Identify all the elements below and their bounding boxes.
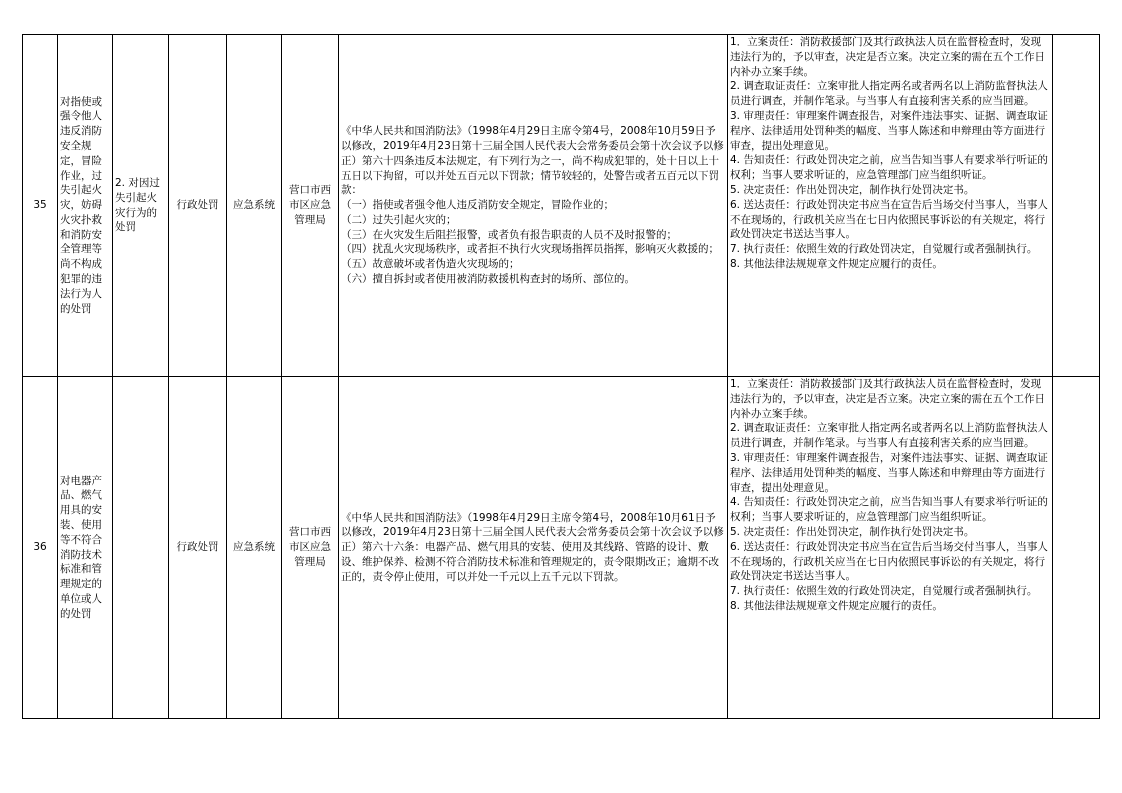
duty-item: 2. 调查取证责任：立案审批人指定两名或者两名以上消防监督执法人员进行调查，并制作笔录。与当事人有直接利害关系的应当回避。 (730, 422, 1048, 450)
implementing-agency: 营口市西市区应急管理局 (282, 35, 339, 377)
duty-item: 6. 送达责任：行政处罚决定书应当在宣告后当场交付当事人，当事人不在现场的，行政机关应当在七日内依照民事诉讼的有关规定，将行政处罚决定书送达当事人。 (730, 540, 1048, 583)
basis-line: （三）在火灾发生后阻拦报警，或者负有报告职责的人员不及时报警的； (341, 228, 677, 241)
duty-item: 7. 执行责任：依照生效的行政处罚决定，自觉履行或者强制执行。 (730, 243, 1038, 256)
duty-item: 1．立案责任：消防救援部门及其行政执法人员在监督检查时，发现违法行为的，予以审查，决定是否立案。决定立案的需在五个工作日内补办立案手续。 (730, 378, 1045, 420)
responsibility-list (728, 35, 1053, 377)
power-sub-item (113, 377, 169, 719)
basis-line: （二）过失引起火灾的； (341, 213, 457, 226)
basis-line: （四）扰乱火灾现场秩序，或者拒不执行火灾现场指挥员指挥，影响灭火救援的； (341, 243, 719, 256)
implementing-agency: 营口市西市区应急管理局 (282, 377, 339, 719)
row-number: 35 (23, 35, 58, 377)
duty-item: 6. 送达责任：行政处罚决定书应当在宣告后当场交付当事人，当事人不在现场的，行政机关应当在七日内依照民事诉讼的有关规定，将行政处罚决定书送达当事人。 (730, 198, 1048, 241)
duty-item: 5. 决定责任：作出处罚决定，制作执行处罚决定书。 (730, 183, 975, 196)
row-number: 36 (23, 377, 58, 719)
basis-line: （五）故意破坏或者伪造火灾现场的； (341, 258, 520, 271)
power-item-name: 对指使或强令他人违反消防安全规定，冒险作业，过失引起火灾，妨碍火灾扑救和消防安全管理等尚不构成犯罪的违法行为人的处罚 (58, 35, 113, 377)
power-category: 行政处罚 (169, 377, 227, 719)
duty-item: 4. 告知责任：行政处罚决定之前，应当告知当事人有要求举行听证的权利；当事人要求听证的，应急管理部门应当组织听证。 (730, 496, 1048, 524)
duty-item: 5. 决定责任：作出处罚决定，制作执行处罚决定书。 (730, 525, 975, 538)
responsibility-list (728, 377, 1053, 719)
duty-item: 4. 告知责任：行政处罚决定之前，应当告知当事人有要求举行听证的权利；当事人要求听证的，应急管理部门应当组织听证。 (730, 154, 1048, 182)
table-row (23, 35, 1100, 377)
table-row (23, 377, 1100, 719)
basis-line: （六）擅自拆封或者使用被消防救援机构查封的场所、部位的。 (341, 273, 635, 286)
basis-line: 《中华人民共和国消防法》（1998年4月29日主席令第4号，2008年10月61日予以修改，2019年4月23日第十三届全国人民代表大会常务委员会第十次会议予以修正）第六十六条：电器产品、燃气用具的安装、使用及其线路、管路的设计、敷设、维护保养、检测不符合消防技术标准和管理规定的，责令限期改正；逾期不改正的，责令停止使用，可以并处一千元以上五千元以下罚款。 (341, 511, 724, 583)
remark-cell (1053, 377, 1100, 719)
basis-line: 《中华人民共和国消防法》（1998年4月29日主席令第4号，2008年10月59日予以修改，2019年4月23日第十三届全国人民代表大会常务委员会第十次会议予以修正）第六十四条违反本法规定，有下列行为之一，尚不构成犯罪的，处十日以上十五日以下拘留，可以并处五百元以下罚款；情节较轻的，处警告或者五百元以下罚款： (341, 125, 724, 197)
duty-item: 3. 审理责任：审理案件调查报告，对案件违法事实、证据、调查取证程序、法律适用处罚种类的幅度、当事人陈述和申辩理由等方面进行审查，提出处理意见。 (730, 451, 1048, 494)
duty-item: 8. 其他法律法规规章文件规定应履行的责任。 (730, 257, 943, 270)
duty-item: 1．立案责任：消防救援部门及其行政执法人员在监督检查时，发现违法行为的，予以审查，决定是否立案。决定立案的需在五个工作日内补办立案手续。 (730, 36, 1045, 78)
duty-item: 2. 调查取证责任：立案审批人指定两名或者两名以上消防监督执法人员进行调查，并制作笔录。与当事人有直接利害关系的应当回避。 (730, 80, 1048, 108)
duty-item: 8. 其他法律法规规章文件规定应履行的责任。 (730, 599, 943, 612)
duty-item: 3. 审理责任：审理案件调查报告，对案件违法事实、证据、调查取证程序、法律适用处罚种类的幅度、当事人陈述和申辩理由等方面进行审查，提出处理意见。 (730, 109, 1048, 152)
power-sub-item: 2. 对因过失引起火灾行为的处罚 (113, 35, 169, 377)
legal-basis (339, 377, 728, 719)
power-system: 应急系统 (227, 35, 282, 377)
power-system: 应急系统 (227, 377, 282, 719)
basis-line: （一）指使或者强令他人违反消防安全规定，冒险作业的； (341, 199, 614, 212)
power-category: 行政处罚 (169, 35, 227, 377)
power-item-name: 对电器产品、燃气用具的安装、使用等不符合消防技术标准和管理规定的单位或人的处罚 (58, 377, 113, 719)
remark-cell (1053, 35, 1100, 377)
duty-item: 7. 执行责任：依照生效的行政处罚决定，自觉履行或者强制执行。 (730, 585, 1038, 598)
power-list-table (22, 34, 1100, 719)
legal-basis (339, 35, 728, 377)
